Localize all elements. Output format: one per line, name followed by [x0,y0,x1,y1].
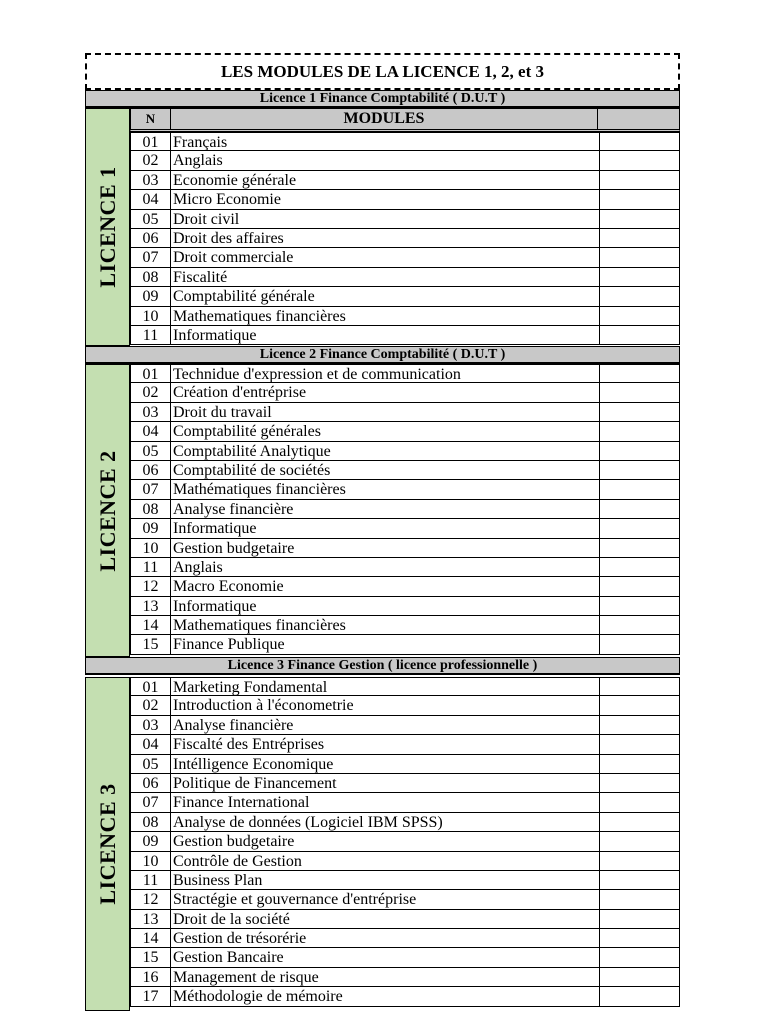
empty-cell [600,229,679,247]
table-row [130,577,680,596]
empty-cell [600,210,679,228]
table-row [130,364,680,383]
module-name: Droit commerciale [171,248,600,266]
table-row [130,929,680,948]
empty-cell [600,635,679,653]
side-label-licence-3 [85,677,130,1011]
table-row [130,635,680,654]
module-name: Droit civil [171,210,600,228]
module-name: Gestion de trésorérie [171,929,600,947]
module-name: Micro Economie [171,190,600,208]
module-name: Mathematiques financières [171,307,600,325]
table-row [130,268,680,287]
row-number: 04 [131,735,171,753]
side-label-text: LICENCE 1 [94,166,120,288]
row-number: 05 [131,442,171,460]
row-number: 02 [131,151,171,169]
table-row [130,968,680,987]
module-name: Analyse financière [171,716,600,734]
module-name: Comptabilité de sociétés [171,461,600,479]
row-number: 17 [131,987,171,1005]
table-row [130,735,680,754]
module-name: Gestion Bancaire [171,948,600,966]
row-number: 07 [131,793,171,811]
module-name: Droit du travail [171,403,600,421]
module-name: Finance International [171,793,600,811]
table-row [130,287,680,306]
side-label-text: LICENCE 3 [94,783,120,905]
row-number: 02 [131,383,171,401]
module-name: Marketing Fondamental [171,678,600,695]
module-name: Informatique [171,519,600,537]
table-row [130,558,680,577]
empty-cell [600,403,679,421]
empty-cell [600,577,679,595]
row-number: 14 [131,616,171,634]
table-row [130,422,680,441]
table-row [130,890,680,909]
empty-cell [600,268,679,286]
column-empty-header [598,109,679,129]
empty-cell [600,813,679,831]
table-row [130,229,680,248]
row-number: 06 [131,461,171,479]
row-number: 02 [131,696,171,714]
row-number: 16 [131,968,171,986]
table-row [130,755,680,774]
table-row [130,871,680,890]
empty-cell [600,716,679,734]
module-name: Politique de Financement [171,774,600,792]
table-row [130,210,680,229]
module-name: Fiscalté des Entréprises [171,735,600,753]
table-row [130,696,680,715]
module-name: Informatique [171,597,600,615]
empty-cell [600,383,679,401]
row-number: 12 [131,577,171,595]
table-row [130,519,680,538]
table-row [130,910,680,929]
empty-cell [600,871,679,889]
row-number: 05 [131,755,171,773]
module-name: Macro Economie [171,577,600,595]
row-number: 10 [131,539,171,557]
row-number: 06 [131,229,171,247]
empty-cell [600,597,679,615]
row-number: 08 [131,500,171,518]
module-name: Anglais [171,558,600,576]
module-list-licence-2 [130,364,680,655]
module-name: Analyse financière [171,500,600,518]
table-row [130,597,680,616]
side-label-licence-1 [85,108,130,346]
side-label-text: LICENCE 2 [94,449,120,572]
row-number: 10 [131,852,171,870]
empty-cell [600,190,679,208]
module-name: Anglais [171,151,600,169]
row-number: 04 [131,422,171,440]
empty-cell [600,968,679,986]
table-row [130,480,680,499]
row-number: 14 [131,929,171,947]
table-row [130,716,680,735]
table-row [130,948,680,967]
empty-cell [600,558,679,576]
module-list-licence-1 [130,132,680,345]
section-header-licence-3: Licence 3 Finance Gestion ( licence professionnelle ) [85,657,680,675]
module-name: Droit de la société [171,910,600,928]
table-row [130,307,680,326]
empty-cell [600,539,679,557]
table-row [130,248,680,267]
module-name: Intélligence Economique [171,755,600,773]
module-name: Introduction à l'économetrie [171,696,600,714]
row-number: 05 [131,210,171,228]
row-number: 03 [131,716,171,734]
section-header-licence-2: Licence 2 Finance Comptabilité ( D.U.T ) [85,346,680,364]
module-name: Mathématiques financières [171,480,600,498]
module-name: Méthodologie de mémoire [171,987,600,1005]
row-number: 13 [131,597,171,615]
table-row [130,151,680,170]
module-name: Technidue d'expression et de communication [171,365,600,382]
column-modules-header: MODULES [171,109,598,129]
table-row [130,190,680,209]
module-name: Comptabilité générales [171,422,600,440]
empty-cell [600,461,679,479]
empty-cell [600,287,679,305]
empty-cell [600,755,679,773]
empty-cell [600,678,679,695]
module-name: Gestion budgetaire [171,832,600,850]
table-row [130,132,680,151]
module-name: Création d'entréprise [171,383,600,401]
row-number: 09 [131,287,171,305]
empty-cell [600,890,679,908]
row-number: 11 [131,326,171,344]
empty-cell [600,735,679,753]
module-name: Contrôle de Gestion [171,852,600,870]
empty-cell [600,852,679,870]
row-number: 07 [131,248,171,266]
row-number: 03 [131,171,171,189]
table-row [130,326,680,345]
side-label-licence-2 [85,364,130,657]
empty-cell [600,133,679,150]
row-number: 01 [131,678,171,695]
empty-cell [600,422,679,440]
row-number: 08 [131,268,171,286]
empty-cell [600,480,679,498]
page-title: LES MODULES DE LA LICENCE 1, 2, et 3 [85,53,680,90]
module-name: Stractégie et gouvernance d'entréprise [171,890,600,908]
module-name: Business Plan [171,871,600,889]
table-row [130,403,680,422]
row-number: 12 [131,890,171,908]
row-number: 13 [131,910,171,928]
empty-cell [600,151,679,169]
table-row [130,832,680,851]
empty-cell [600,696,679,714]
empty-cell [600,987,679,1005]
table-row [130,500,680,519]
row-number: 04 [131,190,171,208]
table-row [130,852,680,871]
row-number: 06 [131,774,171,792]
table-row [130,171,680,190]
module-name: Français [171,133,600,150]
row-number: 09 [131,519,171,537]
module-name: Mathematiques financières [171,616,600,634]
row-number: 15 [131,635,171,653]
row-number: 07 [131,480,171,498]
table-row [130,461,680,480]
module-name: Management de risque [171,968,600,986]
module-name: Droit des affaires [171,229,600,247]
module-list-licence-3 [130,677,680,1007]
empty-cell [600,832,679,850]
row-number: 01 [131,365,171,382]
empty-cell [600,171,679,189]
row-number: 01 [131,133,171,150]
empty-cell [600,326,679,344]
section-header-licence-1: Licence 1 Finance Comptabilité ( D.U.T ) [85,90,680,108]
table-row [130,677,680,696]
column-header [130,108,680,132]
empty-cell [600,910,679,928]
module-name: Comptabilité Analytique [171,442,600,460]
column-n-header: N [131,109,171,129]
table-row [130,383,680,402]
table-row [130,616,680,635]
row-number: 11 [131,558,171,576]
empty-cell [600,500,679,518]
table-row [130,539,680,558]
empty-cell [600,948,679,966]
empty-cell [600,793,679,811]
module-name: Fiscalité [171,268,600,286]
module-name: Economie générale [171,171,600,189]
module-name: Comptabilité générale [171,287,600,305]
empty-cell [600,442,679,460]
table-row [130,774,680,793]
table-row [130,987,680,1006]
row-number: 10 [131,307,171,325]
row-number: 11 [131,871,171,889]
module-name: Analyse de données (Logiciel IBM SPSS) [171,813,600,831]
empty-cell [600,616,679,634]
empty-cell [600,519,679,537]
empty-cell [600,307,679,325]
module-name: Finance Publique [171,635,600,653]
row-number: 03 [131,403,171,421]
empty-cell [600,774,679,792]
empty-cell [600,248,679,266]
row-number: 15 [131,948,171,966]
table-row [130,813,680,832]
empty-cell [600,929,679,947]
module-name: Gestion budgetaire [171,539,600,557]
table-row [130,793,680,812]
table-row [130,442,680,461]
empty-cell [600,365,679,382]
row-number: 08 [131,813,171,831]
row-number: 09 [131,832,171,850]
module-name: Informatique [171,326,600,344]
